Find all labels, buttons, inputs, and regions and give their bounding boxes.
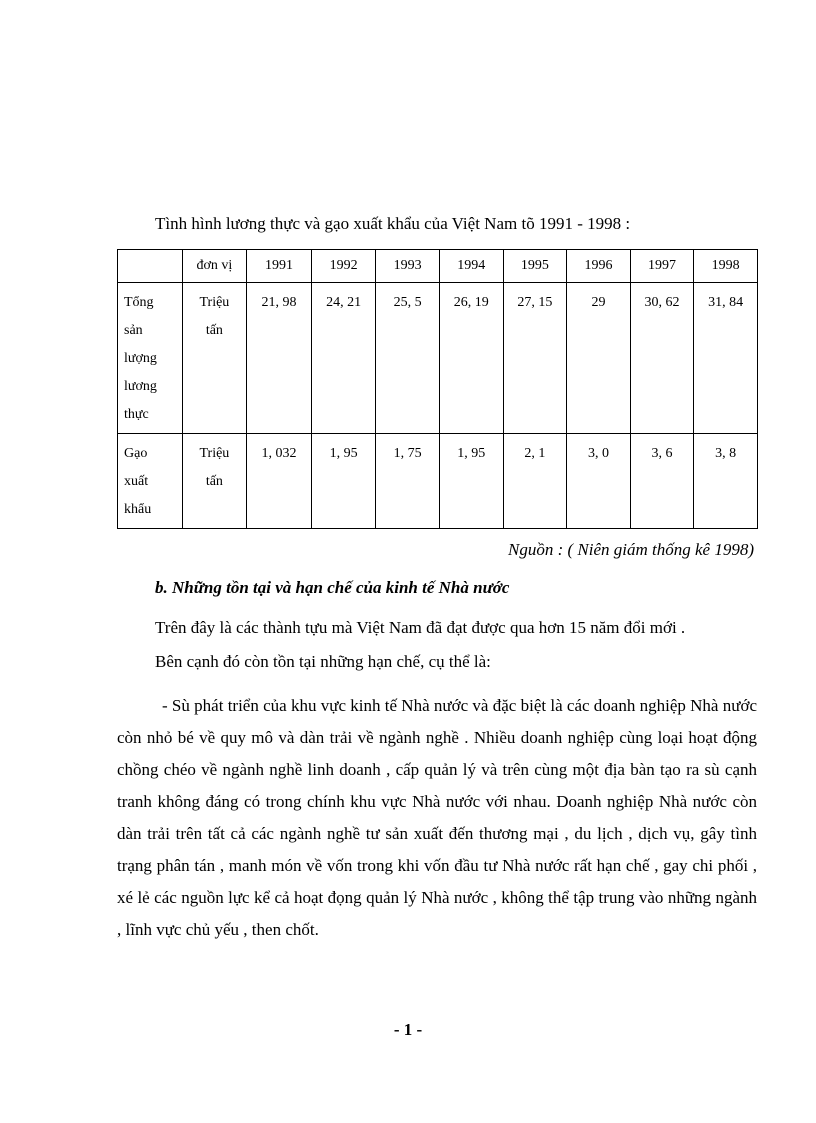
header-year-1994: 1994 bbox=[439, 250, 503, 283]
food-export-table bbox=[117, 249, 758, 529]
table-row-rice-export bbox=[118, 434, 758, 529]
paragraph-line-1: Trên đây là các thành tựu mà Việt Nam đã đạt được qua hơn 15 năm đổi mới . bbox=[155, 618, 686, 637]
header-year-1993: 1993 bbox=[376, 250, 440, 283]
table-cell: 1, 75 bbox=[376, 434, 440, 529]
row-label-food-output bbox=[118, 283, 183, 434]
table-header-row bbox=[118, 250, 758, 283]
header-year-1992: 1992 bbox=[311, 250, 376, 283]
table-title: Tình hình lương thực và gạo xuất khẩu của Việt Nam tõ 1991 - 1998 : bbox=[155, 214, 631, 233]
table-row-food-output bbox=[118, 283, 758, 434]
page-number: - 1 - bbox=[393, 1020, 423, 1039]
header-year-1991: 1991 bbox=[247, 250, 312, 283]
header-blank-cell bbox=[118, 250, 183, 283]
row-label-line: Gạo bbox=[124, 446, 148, 461]
row-label-line: xuất bbox=[124, 474, 149, 489]
row-label-line: lương bbox=[124, 379, 157, 394]
table-cell: 3, 6 bbox=[630, 434, 694, 529]
unit-line: Triệu bbox=[199, 295, 230, 310]
table-cell: 3, 8 bbox=[694, 434, 758, 529]
unit-line: tấn bbox=[205, 474, 223, 489]
header-year-1997: 1997 bbox=[630, 250, 694, 283]
table-cell: 1, 95 bbox=[311, 434, 376, 529]
table-cell: 27, 15 bbox=[503, 283, 567, 434]
header-year-1998: 1998 bbox=[694, 250, 758, 283]
header-unit-cell: đơn vị bbox=[182, 250, 247, 283]
table-cell: 31, 84 bbox=[694, 283, 758, 434]
row-unit-food-output bbox=[182, 283, 247, 434]
table-cell: 2, 1 bbox=[503, 434, 567, 529]
row-unit-rice-export bbox=[182, 434, 247, 529]
row-label-line: sản bbox=[124, 323, 143, 338]
row-label-line: lượng bbox=[124, 351, 157, 366]
row-label-line: thực bbox=[124, 407, 149, 422]
header-year-1995: 1995 bbox=[503, 250, 567, 283]
table-cell: 25, 5 bbox=[376, 283, 440, 434]
table-source-note: Nguồn : ( Niên giám thống kê 1998) bbox=[508, 540, 754, 559]
table-cell: 24, 21 bbox=[311, 283, 376, 434]
table-cell: 29 bbox=[567, 283, 631, 434]
row-label-line: khẩu bbox=[124, 502, 152, 517]
section-heading: b. Những tồn tại và hạn chế của kinh tế Nhà nước bbox=[155, 578, 510, 597]
table-cell: 21, 98 bbox=[247, 283, 312, 434]
table-cell: 1, 032 bbox=[247, 434, 312, 529]
row-label-line: Tổng bbox=[124, 295, 154, 310]
unit-line: Triệu bbox=[199, 446, 230, 461]
paragraph-line-2: Bên cạnh đó còn tồn tại những hạn chế, cụ thể là: bbox=[155, 652, 491, 671]
body-paragraph: - Sù phát triển của khu vực kinh tế Nhà nước và đặc biệt là các doanh nghiệp Nhà nước còn nhỏ bé về quy mô và dàn trải về ngành nghề . Nhiều doanh nghiệp cùng loại hoạt động chồng chéo về ngành nghề linh doanh , cấp quản lý và trên cùng một địa bàn tạo ra sù cạnh tranh không đáng có trong chính khu vực Nhà nước với nhau. Doanh nghiệp Nhà nước còn dàn trải trên tất cả các ngành nghề tư sản xuất đến thương mại , du lịch , dịch vụ, gây tình trạng phân tán , manh món về vốn trong khi vốn đầu tư Nhà nước rất hạn chế , gay chi phối , xé lẻ các nguồn lực kể cả hoạt đọng quản lý Nhà nước , không thể tập trung vào những ngành , lĩnh vực chủ yếu , then chốt. bbox=[117, 696, 757, 939]
table-cell: 3, 0 bbox=[567, 434, 631, 529]
table-cell: 30, 62 bbox=[630, 283, 694, 434]
row-label-rice-export bbox=[118, 434, 183, 529]
unit-line: tấn bbox=[205, 323, 223, 338]
table-cell: 26, 19 bbox=[439, 283, 503, 434]
table-cell: 1, 95 bbox=[439, 434, 503, 529]
header-year-1996: 1996 bbox=[567, 250, 631, 283]
